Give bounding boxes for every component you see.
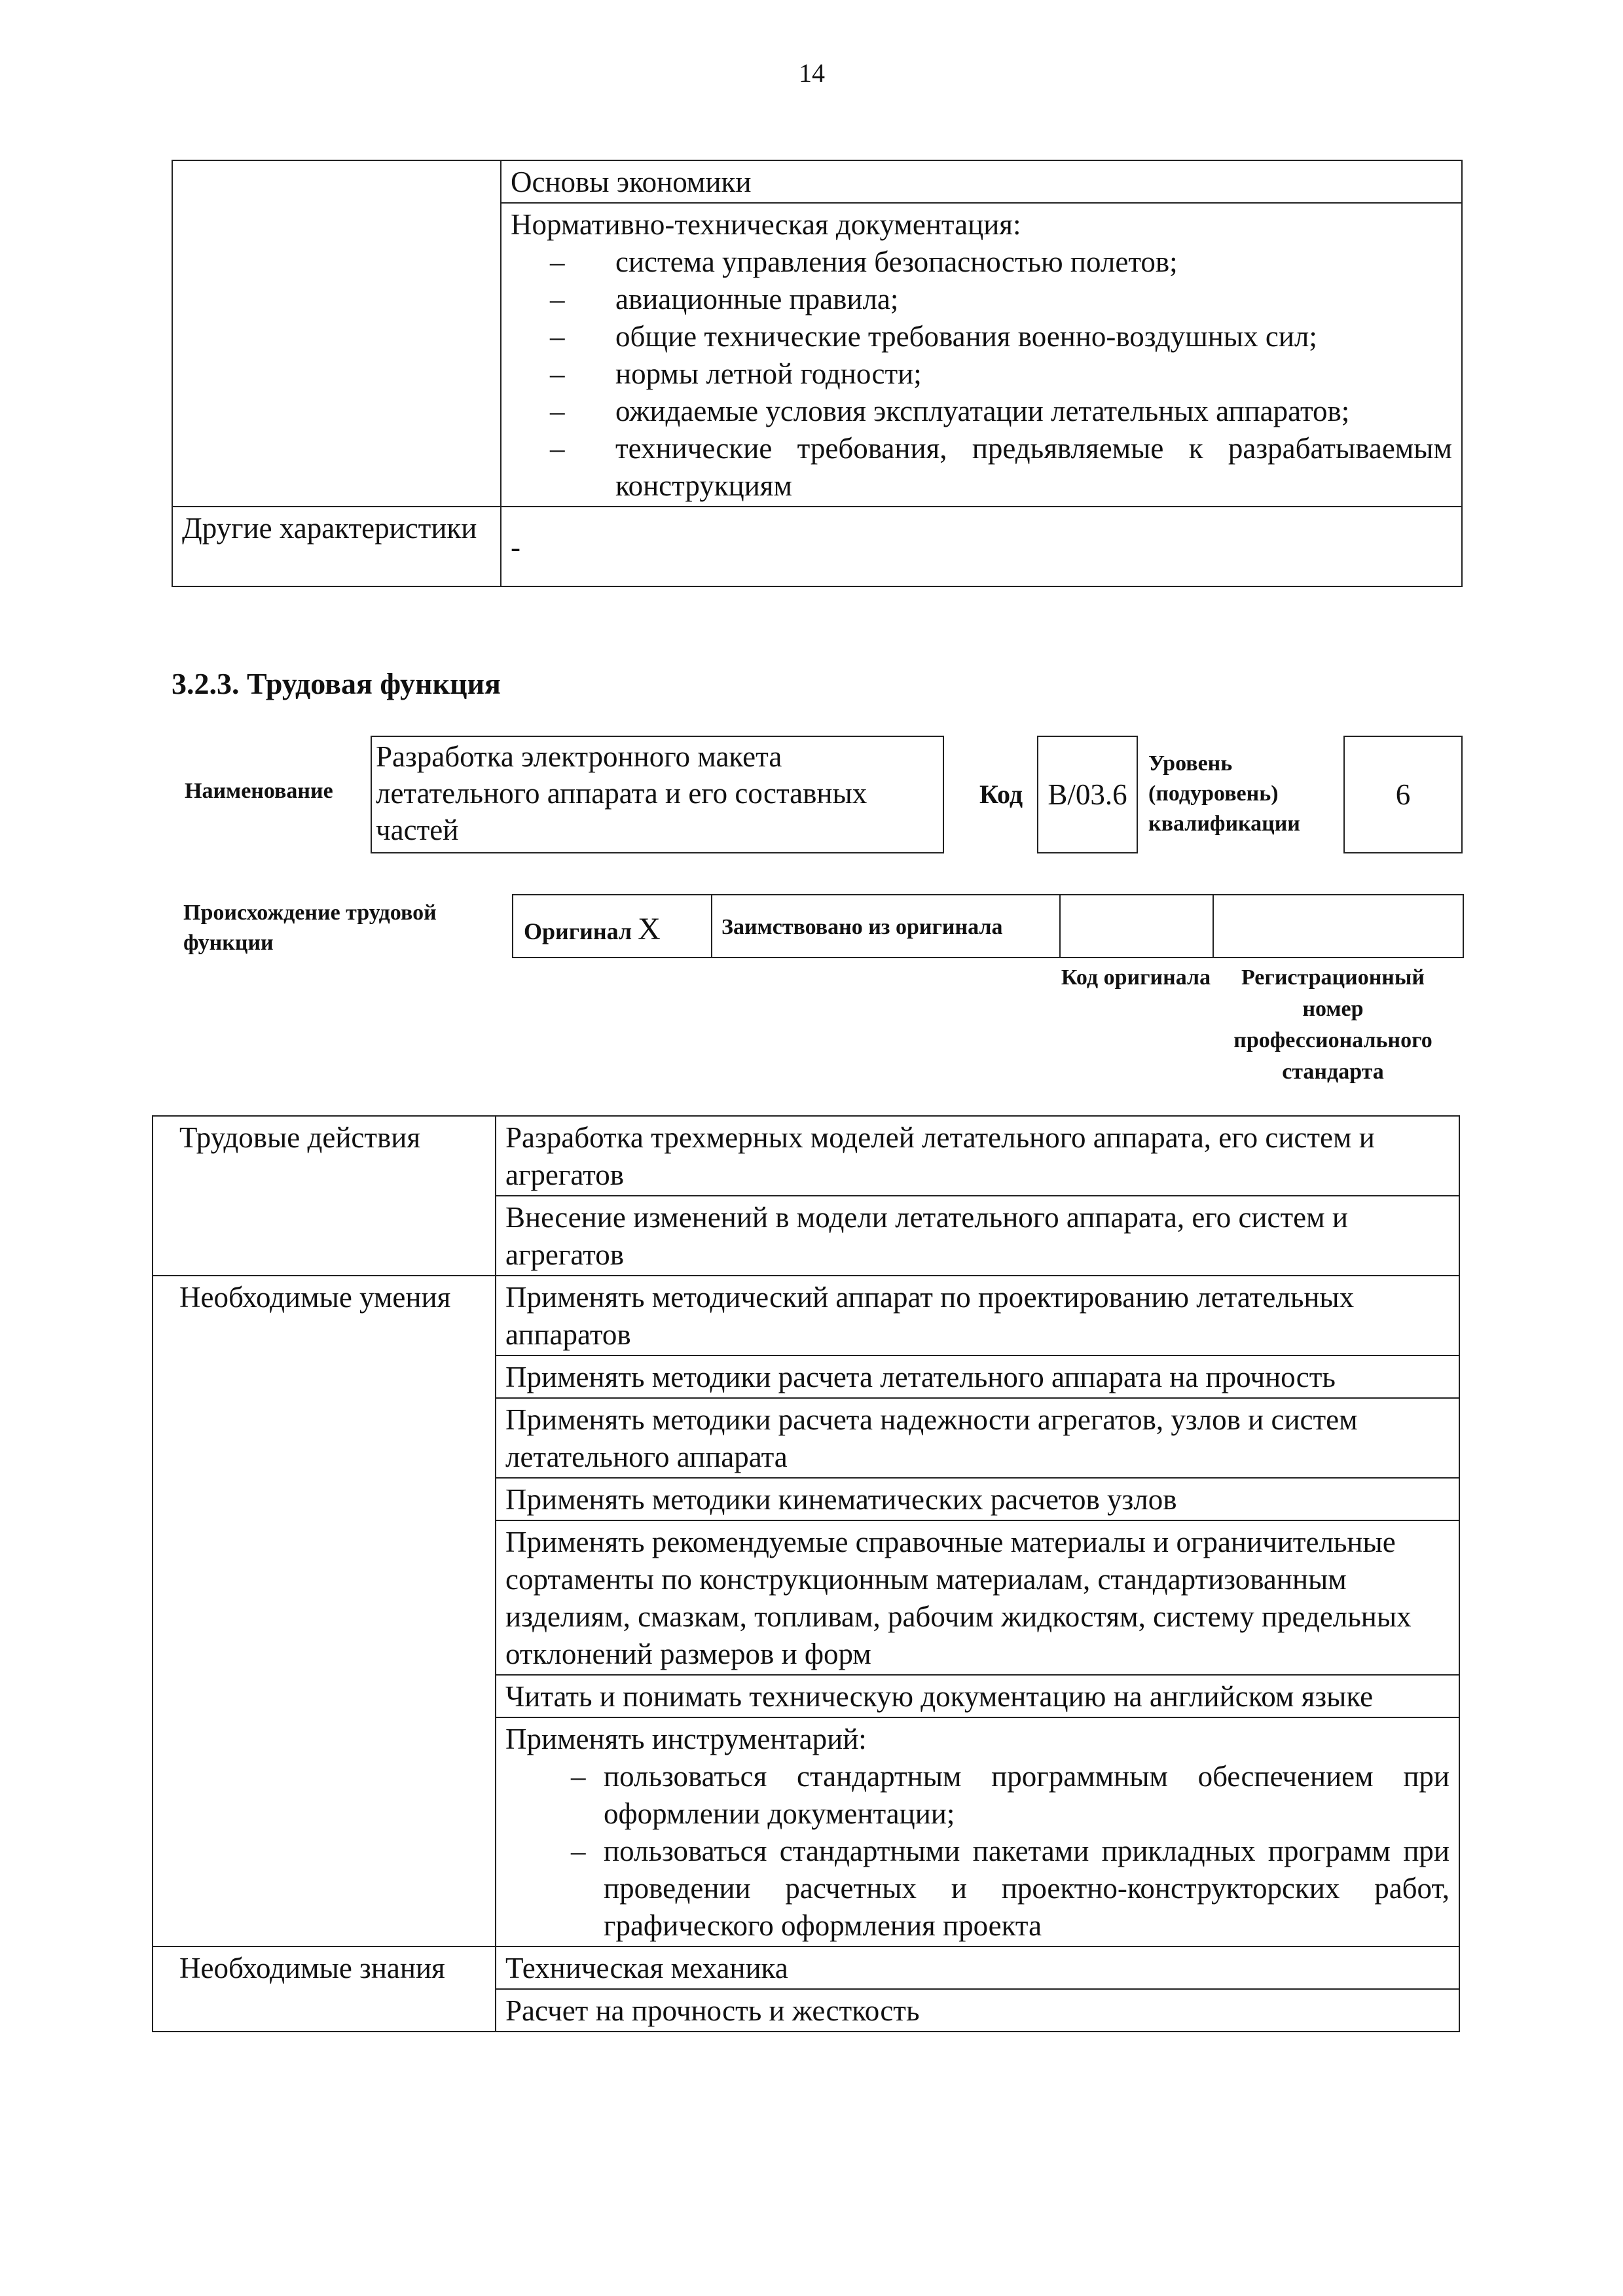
actions-label: Трудовые действия bbox=[179, 1121, 421, 1154]
action-item: Разработка трехмерных моделей летательного аппарата, его систем и агрегатов bbox=[505, 1121, 1375, 1191]
action-item: Внесение изменений в модели летательного аппарата, его систем и агрегатов bbox=[505, 1201, 1348, 1271]
divider bbox=[1213, 894, 1214, 958]
table-cell bbox=[501, 507, 1462, 586]
knowledge-item: Расчет на прочность и жесткость bbox=[505, 1994, 920, 2027]
borrowed-label: Заимствовано из оригинала bbox=[721, 915, 1003, 939]
bottom-table bbox=[152, 1115, 1460, 2032]
table-cell bbox=[496, 1675, 1459, 1717]
level-label: Уровень (подуровень) квалификации bbox=[1148, 751, 1300, 836]
table-cell-empty bbox=[172, 160, 501, 507]
table-cell bbox=[496, 1520, 1459, 1675]
list-item: – нормы летной годности; bbox=[511, 355, 1452, 393]
table-row bbox=[153, 1116, 1459, 1196]
knowledge-label: Необходимые знания bbox=[179, 1952, 445, 1984]
section-title: 3.2.3. Трудовая функция bbox=[172, 667, 501, 700]
name-value: Разработка электронного макета летательного аппарата и его составных частей bbox=[376, 740, 867, 846]
list-item: – пользоваться стандартным программным обеспечением при оформлении документации; bbox=[505, 1758, 1450, 1833]
list-item: – система управления безопасностью полетов; bbox=[511, 243, 1452, 281]
table-cell bbox=[496, 1478, 1459, 1520]
code-value: B/03.6 bbox=[1048, 778, 1127, 811]
dash-list bbox=[505, 1758, 1450, 1945]
knowledge-item: Техническая механика bbox=[505, 1952, 788, 1984]
divider bbox=[711, 894, 712, 958]
table-cell bbox=[496, 1116, 1459, 1196]
table-row bbox=[172, 160, 1462, 203]
list-item: – ожидаемые условия эксплуатации летательных аппаратов; bbox=[511, 393, 1452, 430]
skill-item-intro: Применять инструментарий: bbox=[505, 1723, 867, 1755]
skill-item: Применять методики кинематических расчетов узлов bbox=[505, 1483, 1177, 1516]
name-label: Наименование bbox=[185, 779, 333, 803]
divider bbox=[1059, 894, 1061, 958]
skill-item: Читать и понимать техническую документацию на английском языке bbox=[505, 1680, 1374, 1713]
level-box bbox=[1343, 736, 1463, 853]
list-item: – технические требования, предьявляемые к разрабатываемым конструкциям bbox=[511, 430, 1452, 505]
table-cell-label bbox=[172, 507, 501, 586]
table-cell-label bbox=[153, 1116, 496, 1276]
top-table bbox=[172, 160, 1463, 587]
origin-label: Происхождение трудовой функции bbox=[183, 901, 437, 955]
knowledge-item: Основы экономики bbox=[511, 166, 752, 198]
page-number: 14 bbox=[799, 58, 825, 88]
list-item: – авиационные правила; bbox=[511, 281, 1452, 318]
table-cell bbox=[496, 1196, 1459, 1276]
table-row bbox=[153, 1276, 1459, 1355]
table-cell bbox=[496, 1276, 1459, 1355]
table-cell bbox=[496, 1717, 1459, 1946]
skill-item: Применять рекомендуемые справочные материалы и ограничительные сортаменты по конструкционным материалам, стандартизованным изделиям, смазкам, топливам, рабочим жидкостям, систему предельных отклонений размеров и форм bbox=[505, 1526, 1412, 1670]
table-cell bbox=[496, 1989, 1459, 2032]
table-cell bbox=[501, 203, 1462, 507]
original-label-text: Оригинал bbox=[524, 918, 632, 944]
table-cell bbox=[501, 160, 1462, 203]
code-label: Код bbox=[979, 780, 1023, 809]
table-row bbox=[172, 507, 1462, 586]
code-original-caption: Код оригинала bbox=[1061, 965, 1211, 990]
skill-item: Применять методики расчета надежности агрегатов, узлов и систем летательного аппарата bbox=[505, 1403, 1358, 1473]
list-item: – пользоваться стандартными пакетами прикладных программ при проведении расчетных и проектно-конструкторских работ, графического оформления проекта bbox=[505, 1833, 1450, 1945]
level-value: 6 bbox=[1395, 778, 1411, 811]
table-cell-label bbox=[153, 1946, 496, 2032]
skill-item: Применять методики расчета летательного аппарата на прочность bbox=[505, 1361, 1336, 1393]
other-characteristics-value: - bbox=[511, 530, 520, 564]
original-label bbox=[524, 911, 661, 947]
dash-list bbox=[511, 243, 1452, 505]
knowledge-item-intro: Нормативно-техническая документация: bbox=[511, 208, 1021, 241]
reg-number-caption: Регистрационный номер профессионального стандарта bbox=[1233, 965, 1432, 1084]
table-cell-label bbox=[153, 1276, 496, 1946]
list-item: – общие технические требования военно-воздушных сил; bbox=[511, 318, 1452, 355]
original-mark: X bbox=[638, 912, 661, 946]
skill-item: Применять методический аппарат по проектированию летательных аппаратов bbox=[505, 1281, 1355, 1351]
table-cell bbox=[496, 1946, 1459, 1989]
table-cell bbox=[496, 1398, 1459, 1478]
name-box bbox=[371, 736, 944, 853]
table-cell bbox=[496, 1355, 1459, 1398]
other-characteristics-label: Другие характеристики bbox=[182, 512, 477, 545]
table-row bbox=[153, 1946, 1459, 1989]
code-box bbox=[1037, 736, 1138, 853]
skills-label: Необходимые умения bbox=[179, 1281, 451, 1314]
